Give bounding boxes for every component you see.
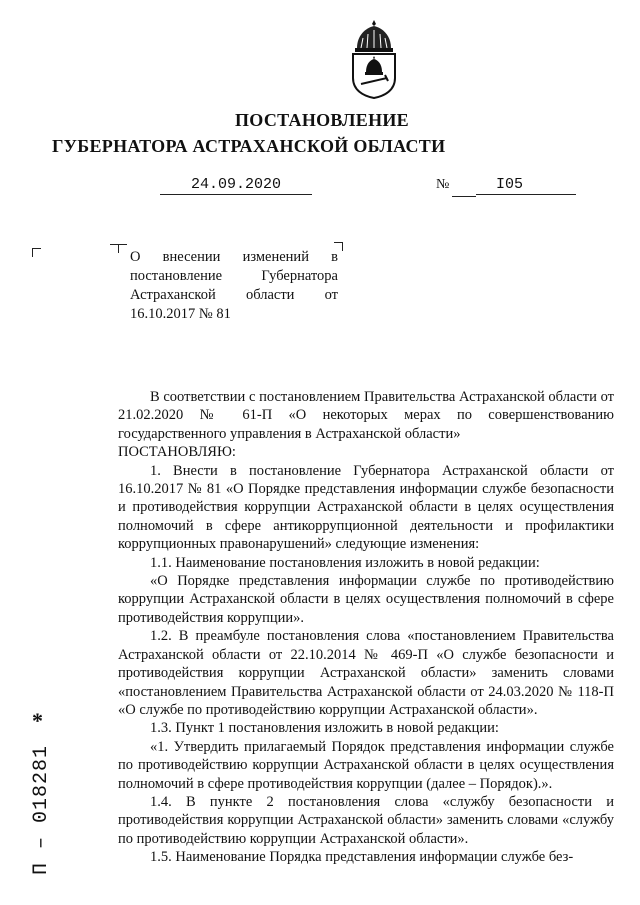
decree-keyword: ПОСТАНОВЛЯЮ: — [118, 444, 236, 461]
paragraph: «1. Утвердить прилагаемый Порядок представления информации службе по противодействию коррупции Астраханской области в целях осуществления полномочий в сфере противодействия коррупции (далее – Порядок).». — [118, 738, 614, 792]
document-date: 24.09.2020 — [160, 176, 312, 195]
document-subject — [130, 248, 338, 324]
side-serial-code — [10, 700, 53, 890]
serial-number: П – 018281 — [30, 744, 53, 875]
paragraph: «О Порядке представления информации службе по противодействию коррупции Астраханской области в целях осуществления полномочий в сфере противодействия коррупции». — [118, 573, 614, 626]
corner-mark — [32, 248, 41, 257]
coat-of-arms-emblem — [347, 18, 401, 100]
paragraph: 1.4. В пункте 2 постановления слова «службу безопасности и противодействия коррупции Астраханской области» заменить словами «службу по противодействию коррупции Астраханской области». — [118, 793, 614, 847]
paragraph: 1.5. Наименование Порядка представления информации службе без- — [150, 849, 574, 866]
document-body — [118, 388, 614, 867]
paragraph: 1.1. Наименование постановления изложить в новой редакции: — [150, 554, 540, 571]
subject-line: постановление Губернатора — [130, 268, 338, 284]
star-mark: * — [32, 708, 43, 733]
subject-line: 16.10.2017 № 81 — [130, 306, 231, 322]
paragraph: 1.2. В преамбуле постановления слова «постановлением Правительства Астраханской области от 22.10.2014 № 469-П «О службе безопасности и противодействия коррупции Астраханской области» заменить словами «постановлением Правительства Астраханской области от 24.03.2020 № 118-П «О службе по противодействию коррупции Астраханской области». — [118, 628, 614, 718]
paragraph: 1.3. Пункт 1 постановления изложить в новой редакции: — [150, 720, 499, 737]
corner-mark — [118, 244, 127, 253]
paragraph: В соответствии с постановлением Правительства Астраханской области от 21.02.2020 № 61-П «О некоторых мерах по совершенствованию государственного управления в Астраханской области» — [118, 389, 614, 442]
subject-line: Астраханской области от — [130, 287, 338, 303]
subject-line: О внесении изменений в — [130, 249, 338, 265]
document-title: ПОСТАНОВЛЕНИЕ — [235, 110, 409, 130]
number-label: № — [436, 177, 450, 192]
paragraph: 1. Внести в постановление Губернатора Астраханской области от 16.10.2017 № 81 «О Порядке представления информации службе безопасности и противодействия коррупции Астраханской области в целях осуществления полномочий в сфере антикоррупционной деятельности и профилактики коррупционных правонарушений» следующие изменения: — [118, 462, 614, 553]
document-number: I05 — [476, 176, 576, 195]
number-underline — [452, 196, 476, 197]
document-issuer: ГУБЕРНАТОРА АСТРАХАНСКОЙ ОБЛАСТИ — [52, 136, 446, 156]
